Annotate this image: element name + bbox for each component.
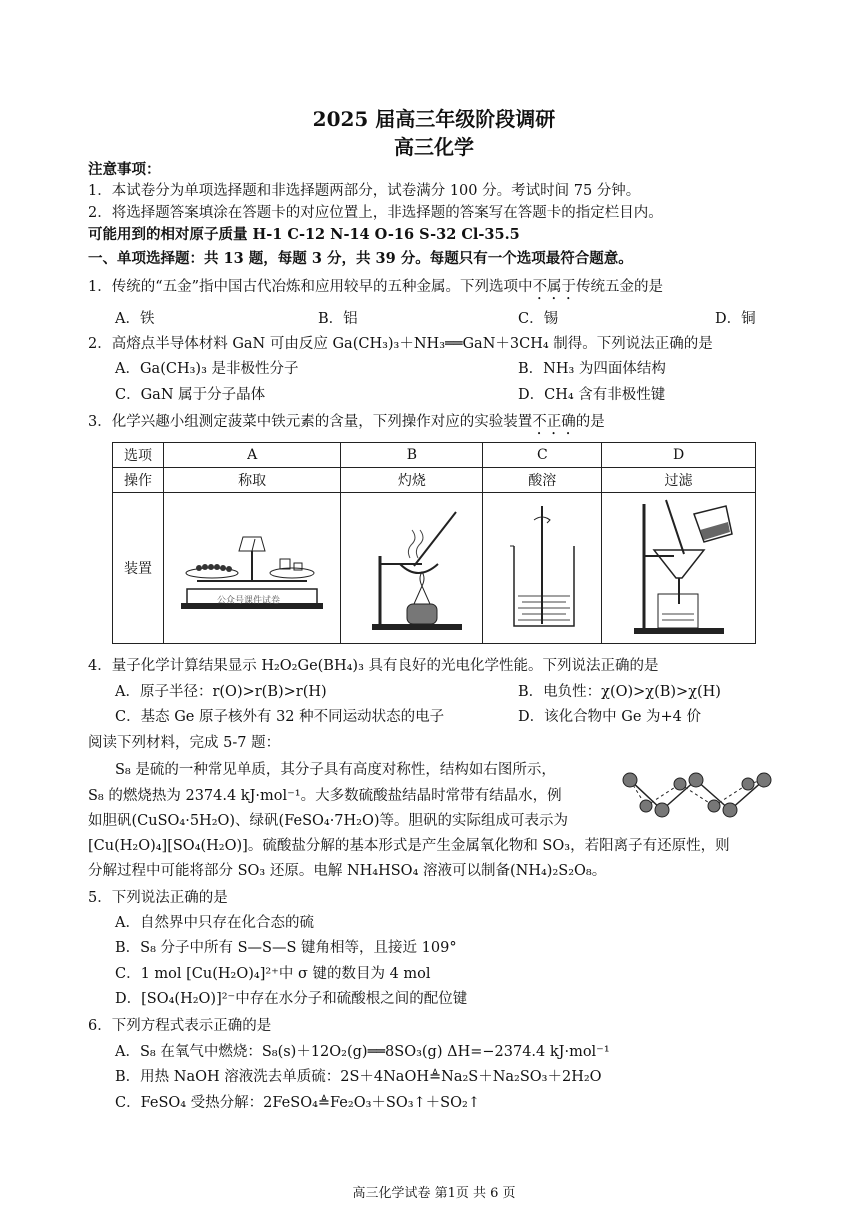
q1-option-a: A．铁 (115, 311, 155, 327)
material-line-5: 分解过程中可能将部分 SO₃ 还原。电解 NH₄HSO₄ 溶液可以制备(NH₄)₂S₂O₈。 (88, 863, 607, 879)
question-2-stem: 2．高熔点半导体材料 GaN 可由反应 Ga(CH₃)₃＋NH₃══GaN＋3CH₄ 制得。下列说法正确的是 (88, 336, 713, 352)
question-6-stem: 6．下列方程式表示正确的是 (88, 1018, 272, 1034)
section-heading: 一、单项选择题：共 13 题，每题 3 分，共 39 分。每题只有一个选项最符合题意。 (88, 250, 633, 267)
q4-option-b: B．电负性：χ(O)>χ(B)>χ(H) (518, 684, 721, 700)
apparatus-crucible (341, 493, 483, 644)
exam-subject: 高三化学 (394, 135, 474, 159)
q6-option-a: A．S₈ 在氧气中燃烧：S₈(s)＋12O₂(g)══8SO₃(g) ΔH=−2374.4 kJ·mol⁻¹ (115, 1044, 610, 1060)
q1-option-d: D．铜 (715, 311, 756, 327)
question-4-stem: 4．量子化学计算结果显示 H₂O₂Ge(BH₄)₃ 具有良好的光电化学性能。下列说法正确的是 (88, 658, 659, 674)
q4-option-a: A．原子半径：r(O)>r(B)>r(H) (115, 684, 327, 700)
page-footer: 高三化学试卷 第1页 共 6 页 (352, 1186, 516, 1201)
material-line-3: 如胆矾(CuSO₄·5H₂O)、绿矾(FeSO₄·7H₂O)等。胆矾的实际组成可表示为 (88, 813, 569, 829)
q6-option-b: B．用热 NaOH 溶液洗去单质硫：2S＋4NaOH≜Na₂S＋Na₂SO₃＋2H₂O (115, 1069, 602, 1085)
material-line-4: [Cu(H₂O)₄][SO₄(H₂O)]。硫酸盐分解的基本形式是产生金属氧化物和 SO₃，若阳离子有还原性，则 (88, 838, 730, 854)
op-b: 灼烧 (341, 468, 483, 493)
q1-emphasis: 不属于 (532, 279, 577, 295)
table-col-c: C (483, 443, 602, 468)
exam-title: 2025 届高三年级阶段调研 (312, 107, 556, 131)
q2-option-c: C．GaN 属于分子晶体 (115, 387, 266, 403)
apparatus-filter (602, 493, 756, 644)
reading-intro: 阅读下列材料，完成 5-7 题： (88, 735, 281, 751)
q5-option-d: D．[SO₄(H₂O)]²⁻中存在水分子和硫酸根之间的配位键 (115, 991, 468, 1007)
op-a: 称取 (164, 468, 341, 493)
table-header-operation: 操作 (113, 468, 164, 493)
apparatus-beaker (483, 493, 602, 644)
question-1-stem (88, 277, 663, 303)
q6-option-c: C．FeSO₄ 受热分解：2FeSO₄≜Fe₂O₃＋SO₃↑＋SO₂↑ (115, 1095, 480, 1111)
notice-item-2: 2．将选择题答案填涂在答题卡的对应位置上，非选择题的答案写在答题卡的指定栏目内。 (88, 205, 663, 221)
filter-illustration (614, 494, 744, 639)
q5-option-b: B．S₈ 分子中所有 S—S—S 键角相等，且接近 109° (115, 940, 457, 956)
q4-option-c: C．基态 Ge 原子核外有 32 种不同运动状态的电子 (115, 709, 445, 725)
q5-option-c: C．1 mol [Cu(H₂O)₄]²⁺中 σ 键的数目为 4 mol (115, 966, 431, 982)
table-col-a: A (164, 443, 341, 468)
q3-stem-text: 3．化学兴趣小组测定菠菜中铁元素的含量，下列操作对应的实验装置 (88, 414, 533, 430)
question-3-stem (88, 412, 605, 438)
notice-title: 注意事项： (88, 161, 161, 178)
op-d: 过滤 (602, 468, 756, 493)
table-header-option: 选项 (113, 443, 164, 468)
s8-structure-diagram (618, 766, 778, 830)
table-col-b: B (341, 443, 483, 468)
crucible-illustration (352, 496, 472, 636)
op-c: 酸溶 (483, 468, 602, 493)
material-line-1: S₈ 是硫的一种常见单质，其分子具有高度对称性，结构如右图所示， (115, 762, 556, 778)
q2-option-d: D．CH₄ 含有非极性键 (518, 387, 666, 403)
apparatus-balance (164, 493, 341, 644)
material-line-2: S₈ 的燃烧热为 2374.4 kJ·mol⁻¹。大多数硫酸盐结晶时常带有结晶水，例 (88, 788, 562, 804)
watermark: 公众号课件试卷 (217, 596, 281, 606)
q2-option-a: A．Ga(CH₃)₃ 是非极性分子 (115, 361, 299, 377)
table-col-d: D (602, 443, 756, 468)
q1-option-b: B．铝 (318, 311, 358, 327)
q3-stem-end: 的是 (575, 414, 605, 430)
table-header-apparatus: 装置 (113, 493, 164, 644)
q1-stem-end: 传统五金的是 (576, 279, 664, 295)
notice-item-1: 1．本试卷分为单项选择题和非选择题两部分，试卷满分 100 分。考试时间 75 分钟。 (88, 183, 641, 199)
q2-option-b: B．NH₃ 为四面体结构 (518, 361, 666, 377)
q3-apparatus-table (112, 442, 756, 644)
question-5-stem: 5．下列说法正确的是 (88, 890, 228, 906)
q5-option-a: A．自然界中只存在化合态的硫 (115, 915, 314, 931)
atomic-mass-line: 可能用到的相对原子质量 H-1 C-12 N-14 O-16 S-32 Cl-35.5 (88, 226, 520, 243)
q3-emphasis: 不正确 (532, 414, 576, 430)
q1-stem-text: 1．传统的“五金”指中国古代冶炼和应用较早的五种金属。下列选项中 (88, 279, 533, 295)
q1-option-c: C．锡 (518, 311, 559, 327)
balance-illustration (177, 511, 327, 621)
q4-option-d: D．该化合物中 Ge 为+4 价 (518, 709, 701, 725)
beaker-illustration (492, 496, 592, 636)
